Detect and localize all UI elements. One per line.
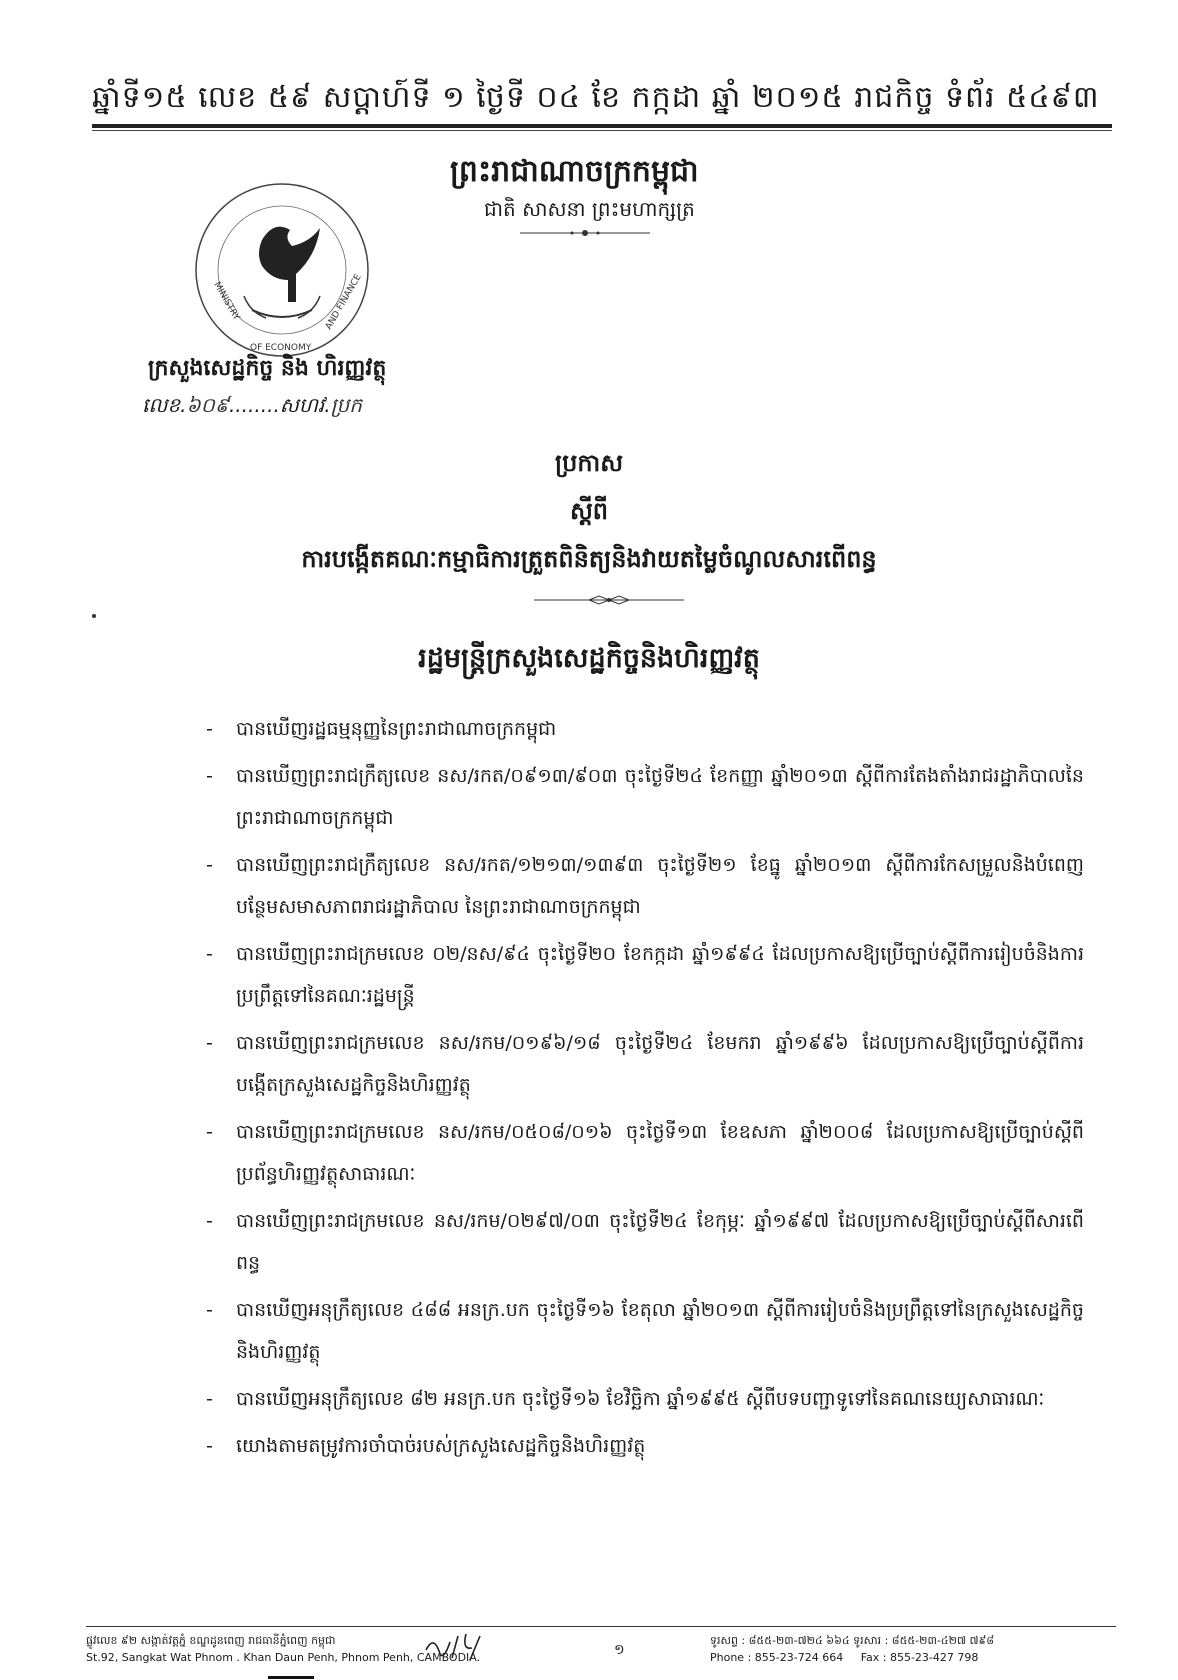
document-type: ប្រកាស [554, 449, 624, 477]
minister-title: រដ្ឋមន្ត្រីក្រសួងសេដ្ឋកិច្ចនិងហិរញ្ញវត្ថុ [418, 643, 760, 674]
clause-item: - បានឃើញអនុក្រឹត្យលេខ ៤៨៨ អនក្រ.បក ចុះថ្ងៃទី១៦ ខែតុលា ឆ្នាំ២០១៣ ស្តីពីការរៀបចំនិងប្រព្រឹត្តទៅនៃក្រសួងសេដ្ឋកិច្ចនិងហិរញ្ញវត្ថុ [206, 1299, 1084, 1363]
clause-item: - បានឃើញព្រះរាជក្រមលេខ នស/រកម/០១៩៦/១៨ ចុះថ្ងៃទី២៤ ខែមករា ឆ្នាំ១៩៩៦ ដែលប្រកាសឱ្យប្រើច្បាប់ស្តីពីការបង្កើតក្រសួងសេដ្ឋកិច្ចនិងហិរញ្ញវត្ថុ [206, 1032, 1084, 1096]
clause-item: - បានឃើញរដ្ឋធម្មនុញ្ញនៃព្រះរាជាណាចក្រកម្ពុជា [206, 718, 557, 740]
ornament-divider [520, 228, 650, 238]
ref-suffix: ប្រក [330, 393, 362, 417]
clause-list [206, 708, 1084, 1472]
ministry-name: ក្រសួងសេដ្ឋកិច្ច និង ហិរញ្ញវត្ថុ [148, 355, 387, 381]
clause-item: - បានឃើញអនុក្រឹត្យលេខ ៨២ អនក្រ.បក ចុះថ្ងៃទី១៦ ខែវិច្ឆិកា ឆ្នាំ១៩៩៥ ស្តីពីបទបញ្ជាទូទៅនៃគណនេយ្យសាធារណៈ [206, 1388, 1045, 1410]
svg-text:MINISTRY: MINISTRY [211, 280, 242, 323]
initial-signature-icon [422, 1630, 506, 1662]
gazette-header: ឆ្នាំទី១៥ លេខ ៥៩ សប្តាហ៍ទី ១ ថ្ងៃទី ០៤ ខែ កក្កដា ឆ្នាំ ២០១៥ រាជកិច្ច ទំព័រ ៥៤៩៣ [92, 80, 1100, 115]
header-rule [92, 124, 1112, 128]
footer-rule [86, 1626, 1116, 1627]
clause-item: - បានឃើញព្រះរាជក្រឹត្យលេខ នស/រកត/១២១៣/១៣៩៣ ចុះថ្ងៃទី២១ ខែធ្នូ ឆ្នាំ២០១៣ ស្តីពីការកែសម្រួលនិងបំពេញបន្ថែមសមាសភាពរាជរដ្ឋាភិបាល នៃព្រះរាជាណាចក្រកម្ពុជា [206, 854, 1084, 918]
reference-number [142, 392, 362, 422]
contact-khmer: ទូរសព្ទ : ៨៥៥-២៣-៧២៤ ៦៦៤ ទូរសារ : ៨៥៥-២៣-៤២៧ ៧៩៨ [710, 1634, 995, 1647]
kingdom-motto: ជាតិ សាសនា ព្រះមហាក្សត្រ [484, 197, 695, 221]
svg-text:OF ECONOMY: OF ECONOMY [250, 343, 312, 353]
footer-contact [710, 1632, 1120, 1666]
header-rule-thin [92, 130, 1112, 131]
clause-item: - បានឃើញព្រះរាជក្រមលេខ នស/រកម/០៥០៨/០១៦ ចុះថ្ងៃទី១៣ ខែឧសភា ឆ្នាំ២០០៨ ដែលប្រកាសឱ្យប្រើច្បាប់ស្តីពីប្រព័ន្ធហិរញ្ញវត្ថុសាធារណៈ [206, 1121, 1084, 1185]
fax-label: Fax : 855-23-427 798 [860, 1651, 979, 1664]
address-english: St.92, Sangkat Wat Phnom . Khan Daun Penh, Phnom Penh, CAMBODIA. [86, 1651, 481, 1664]
kingdom-title: ព្រះរាជាណាចក្រកម្ពុជា [450, 154, 699, 189]
svg-text:AND FINANCE: AND FINANCE [323, 272, 364, 332]
phone-label: Phone : 855-23-724 664 [710, 1651, 844, 1664]
contact-english [710, 1649, 1120, 1666]
document-about: ស្តីពី [569, 497, 609, 525]
address-khmer: ផ្លូវលេខ ៩២ សង្កាត់វត្តភ្នំ ខណ្ឌដូនពេញ រាជធានីភ្នំពេញ កម្ពុជា [86, 1634, 336, 1647]
clause-item: - យោងតាមតម្រូវការចាំបាច់របស់ក្រសួងសេដ្ឋកិច្ចនិងហិរញ្ញវត្ថុ [206, 1435, 646, 1457]
clause-item: - បានឃើញព្រះរាជក្រមលេខ នស/រកម/០២៩៧/០៣ ចុះថ្ងៃទី២៤ ខែកុម្ភៈ ឆ្នាំ១៩៩៧ ដែលប្រកាសឱ្យប្រើច្បាប់ស្តីពីសារពើពន្ធ [206, 1210, 1084, 1274]
ref-number: ៦០៩ [186, 393, 229, 417]
page-number: ១ [614, 1642, 625, 1658]
scan-mark [268, 1676, 314, 1679]
clause-item: - បានឃើញព្រះរាជក្រមលេខ ០២/នស/៩៤ ចុះថ្ងៃទី២០ ខែកក្កដា ឆ្នាំ១៩៩៤ ដែលប្រកាសឱ្យប្រើច្បាប់ស្តីពីការរៀបចំនិងការប្រព្រឹត្តទៅនៃគណៈរដ្ឋមន្ត្រី [206, 943, 1084, 1007]
ornament-divider-2 [534, 594, 684, 606]
document-subject: ការបង្កើតគណៈកម្មាធិការត្រួតពិនិត្យនិងវាយតម្លៃចំណូលសារពើពន្ធ [301, 544, 877, 573]
ref-mid: ........សហវ. [228, 393, 331, 417]
clause-item: - បានឃើញព្រះរាជក្រឹត្យលេខ នស/រកត/០៩១៣/៩០៣ ចុះថ្ងៃទី២៤ ខែកញ្ញា ឆ្នាំ២០១៣ ស្តីពីការតែងតាំងរាជរដ្ឋាភិបាលនៃព្រះរាជាណាចក្រកម្ពុជា [206, 765, 1084, 829]
speck [92, 614, 96, 618]
ministry-seal-icon [192, 180, 372, 360]
ref-prefix: លេខ. [142, 393, 187, 417]
